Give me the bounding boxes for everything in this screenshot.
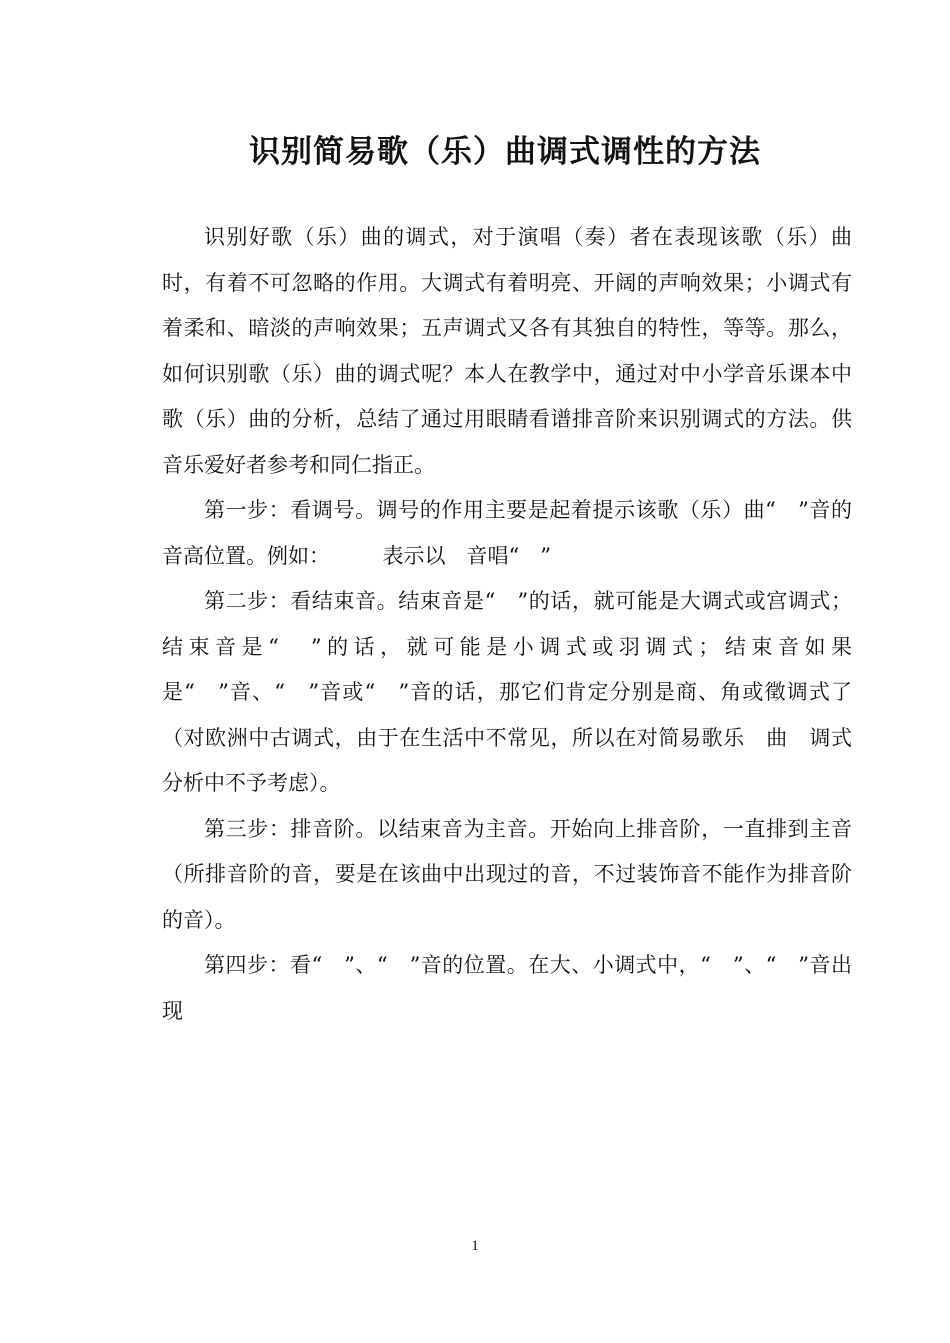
- document-title: 识别简易歌（乐）曲调式调性的方法: [249, 134, 761, 170]
- page-number: 1: [471, 1238, 479, 1254]
- paragraph-intro: 识别好歌（乐）曲的调式，对于演唱（奏）者在表现该歌（乐）曲时，有着不可忽略的作用。大调式有着明亮、开阔的声响效果；小调式有着柔和、暗淡的声响效果；五声调式又各有其独自的特性，等等。那么，如何识别歌（乐）曲的调式呢？本人在教学中，通过对中小学音乐课本中歌（乐）曲的分析，总结了通过用眼睛看谱排音阶来识别调式的方法。供音乐爱好者参考和同仁指正。: [162, 225, 852, 477]
- paragraph-step-1: 第一步：看调号。调号的作用主要是起着提示该歌（乐）曲“ ”音的音高位置。例如： 表示以 音唱“ ”: [162, 498, 852, 568]
- paragraph-step-3: 第三步：排音阶。以结束音为主音。开始向上排音阶，一直排到主音（所排音阶的音，要是在该曲中出现过的音，不过装饰音不能作为排音阶的音）。: [162, 816, 852, 932]
- paragraph-step-2: 第二步：看结束音。结束音是“ ”的话，就可能是大调式或宫调式；结束音是“ ”的话，就可能是小调式或羽调式；结束音如果是“ ”音、“ ”音或“ ”音的话，那它们肯定分别是商、角或徵调式了（对欧洲中古调式，由于在生活中不常见，所以在对简易歌乐 曲 调式分析中不予考虑）。: [162, 589, 852, 795]
- paragraph-step-4: 第四步：看“ ”、“ ”音的位置。在大、小调式中，“ ”、“ ”音出现: [162, 953, 852, 1023]
- document-body: [162, 215, 852, 1034]
